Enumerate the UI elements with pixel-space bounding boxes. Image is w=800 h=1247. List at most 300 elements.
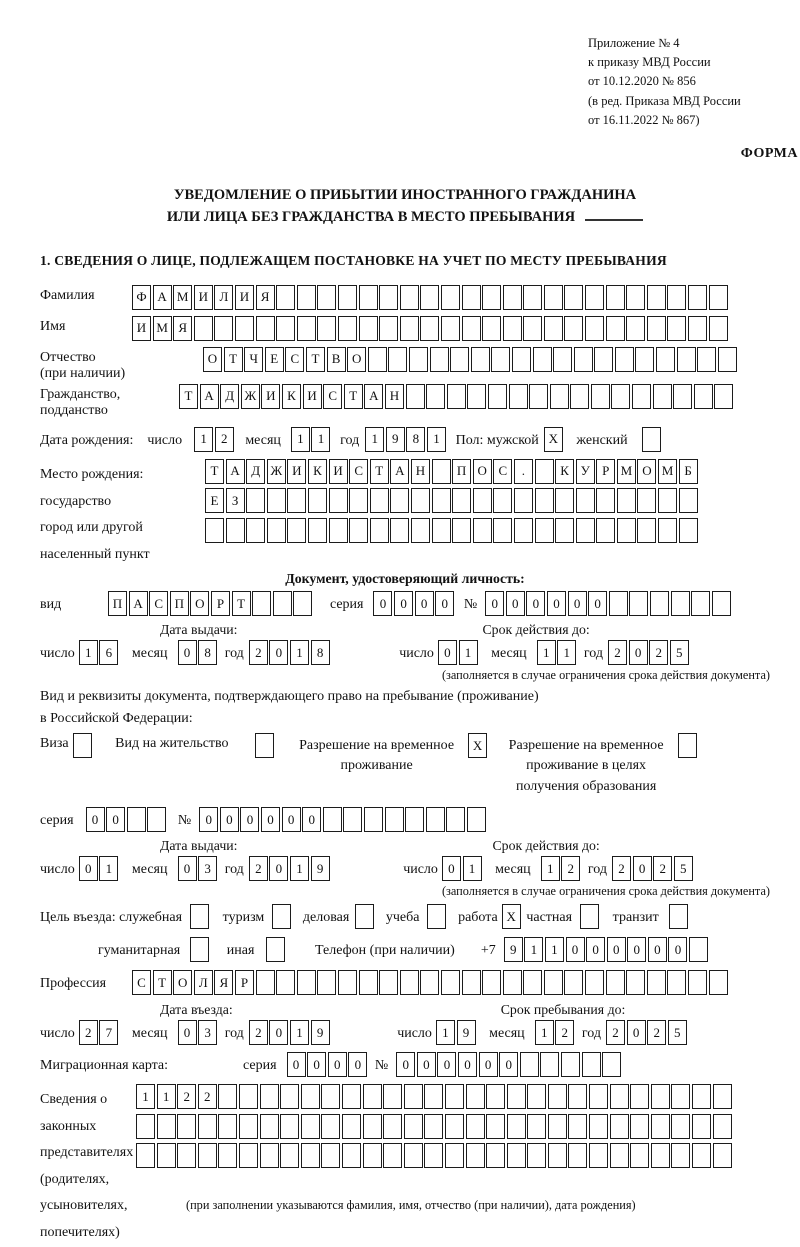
char-cell[interactable]: 1	[545, 937, 564, 962]
char-cell[interactable]	[523, 316, 542, 341]
char-cell[interactable]	[260, 1114, 279, 1139]
char-cell[interactable]	[580, 904, 599, 929]
char-cell[interactable]	[276, 285, 295, 310]
char-cell[interactable]: Н	[385, 384, 404, 409]
char-cell[interactable]	[342, 1114, 361, 1139]
char-cell[interactable]: 0	[106, 807, 125, 832]
doc-valid-day[interactable]	[438, 640, 479, 665]
char-cell[interactable]	[321, 1143, 340, 1168]
char-cell[interactable]	[239, 1143, 258, 1168]
char-cell[interactable]	[432, 488, 451, 513]
purpose-private-checkbox[interactable]	[580, 904, 601, 929]
char-cell[interactable]	[610, 1084, 629, 1109]
char-cell[interactable]: Я	[173, 316, 192, 341]
char-cell[interactable]	[692, 1084, 711, 1109]
char-cell[interactable]	[647, 285, 666, 310]
char-cell[interactable]	[446, 807, 465, 832]
char-cell[interactable]	[576, 518, 595, 543]
char-cell[interactable]	[404, 1143, 423, 1168]
char-cell[interactable]: Л	[214, 285, 233, 310]
char-cell[interactable]	[564, 285, 583, 310]
char-cell[interactable]	[430, 347, 449, 372]
char-cell[interactable]: О	[473, 459, 492, 484]
char-cell[interactable]	[493, 488, 512, 513]
char-cell[interactable]: 0	[499, 1052, 518, 1077]
char-cell[interactable]	[445, 1114, 464, 1139]
char-cell[interactable]	[363, 1084, 382, 1109]
char-cell[interactable]: 1	[79, 640, 98, 665]
char-cell[interactable]: 0	[261, 807, 280, 832]
char-cell[interactable]: 5	[668, 1020, 687, 1045]
char-cell[interactable]: Д	[246, 459, 265, 484]
char-cell[interactable]	[589, 1084, 608, 1109]
char-cell[interactable]: К	[308, 459, 327, 484]
char-cell[interactable]: М	[173, 285, 192, 310]
char-cell[interactable]	[338, 316, 357, 341]
char-cell[interactable]	[426, 384, 445, 409]
char-cell[interactable]	[615, 347, 634, 372]
char-cell[interactable]: 8	[311, 640, 330, 665]
residence-permit-checkbox[interactable]	[255, 733, 276, 758]
char-cell[interactable]: 0	[415, 591, 434, 616]
char-cell[interactable]: 1	[427, 427, 446, 452]
char-cell[interactable]	[411, 518, 430, 543]
char-cell[interactable]: 0	[269, 1020, 288, 1045]
char-cell[interactable]	[596, 518, 615, 543]
char-cell[interactable]	[688, 970, 707, 995]
char-cell[interactable]	[570, 384, 589, 409]
name-field[interactable]	[132, 316, 729, 341]
char-cell[interactable]	[585, 285, 604, 310]
char-cell[interactable]	[671, 591, 690, 616]
char-cell[interactable]: 3	[198, 856, 217, 881]
representatives-line2[interactable]	[136, 1114, 733, 1139]
char-cell[interactable]: 1	[290, 1020, 309, 1045]
char-cell[interactable]	[256, 316, 275, 341]
char-cell[interactable]	[280, 1114, 299, 1139]
char-cell[interactable]	[420, 970, 439, 995]
char-cell[interactable]	[426, 807, 445, 832]
char-cell[interactable]	[689, 937, 708, 962]
char-cell[interactable]	[491, 347, 510, 372]
purpose-business-checkbox[interactable]	[355, 904, 376, 929]
char-cell[interactable]	[349, 488, 368, 513]
char-cell[interactable]: 0	[485, 591, 504, 616]
char-cell[interactable]: 2	[249, 640, 268, 665]
permit-valid-day[interactable]	[442, 856, 483, 881]
char-cell[interactable]: О	[203, 347, 222, 372]
char-cell[interactable]: 2	[561, 856, 580, 881]
char-cell[interactable]	[239, 1114, 258, 1139]
char-cell[interactable]	[462, 970, 481, 995]
char-cell[interactable]: 2	[79, 1020, 98, 1045]
char-cell[interactable]: 9	[457, 1020, 476, 1045]
char-cell[interactable]	[713, 1084, 732, 1109]
char-cell[interactable]: 0	[307, 1052, 326, 1077]
char-cell[interactable]: А	[226, 459, 245, 484]
char-cell[interactable]	[493, 518, 512, 543]
char-cell[interactable]	[553, 347, 572, 372]
char-cell[interactable]	[136, 1114, 155, 1139]
char-cell[interactable]	[609, 591, 628, 616]
char-cell[interactable]: .	[514, 459, 533, 484]
char-cell[interactable]: 1	[157, 1084, 176, 1109]
char-cell[interactable]	[388, 347, 407, 372]
char-cell[interactable]: 7	[99, 1020, 118, 1045]
char-cell[interactable]: 1	[194, 427, 213, 452]
char-cell[interactable]: 0	[396, 1052, 415, 1077]
char-cell[interactable]	[321, 1084, 340, 1109]
char-cell[interactable]	[533, 347, 552, 372]
char-cell[interactable]: И	[132, 316, 151, 341]
char-cell[interactable]: Д	[220, 384, 239, 409]
char-cell[interactable]	[177, 1114, 196, 1139]
char-cell[interactable]	[214, 316, 233, 341]
char-cell[interactable]	[669, 904, 688, 929]
char-cell[interactable]	[321, 1114, 340, 1139]
char-cell[interactable]	[548, 1084, 567, 1109]
char-cell[interactable]: В	[327, 347, 346, 372]
char-cell[interactable]	[610, 1114, 629, 1139]
char-cell[interactable]	[656, 347, 675, 372]
char-cell[interactable]: 2	[612, 856, 631, 881]
char-cell[interactable]: Р	[596, 459, 615, 484]
char-cell[interactable]	[523, 970, 542, 995]
char-cell[interactable]: 0	[586, 937, 605, 962]
char-cell[interactable]	[507, 1114, 526, 1139]
char-cell[interactable]	[390, 518, 409, 543]
char-cell[interactable]	[235, 316, 254, 341]
char-cell[interactable]: 1	[136, 1084, 155, 1109]
char-cell[interactable]: Т	[370, 459, 389, 484]
char-cell[interactable]	[127, 807, 146, 832]
char-cell[interactable]: 8	[406, 427, 425, 452]
char-cell[interactable]	[602, 1052, 621, 1077]
char-cell[interactable]	[400, 970, 419, 995]
char-cell[interactable]: 1	[311, 427, 330, 452]
char-cell[interactable]: И	[261, 384, 280, 409]
doc-series-field[interactable]	[373, 591, 455, 616]
char-cell[interactable]	[488, 384, 507, 409]
birthplace-line2[interactable]	[205, 488, 699, 513]
char-cell[interactable]: 5	[670, 640, 689, 665]
char-cell[interactable]	[610, 1143, 629, 1168]
char-cell[interactable]: 0	[269, 640, 288, 665]
char-cell[interactable]	[582, 1052, 601, 1077]
char-cell[interactable]	[190, 904, 209, 929]
char-cell[interactable]: А	[364, 384, 383, 409]
char-cell[interactable]	[555, 518, 574, 543]
char-cell[interactable]: Т	[344, 384, 363, 409]
patronymic-field[interactable]	[203, 347, 738, 372]
char-cell[interactable]	[626, 970, 645, 995]
char-cell[interactable]	[653, 384, 672, 409]
doc-issue-month[interactable]	[178, 640, 219, 665]
char-cell[interactable]: 0	[437, 1052, 456, 1077]
char-cell[interactable]	[427, 904, 446, 929]
char-cell[interactable]	[73, 733, 92, 758]
char-cell[interactable]	[218, 1143, 237, 1168]
char-cell[interactable]: 1	[535, 1020, 554, 1045]
char-cell[interactable]	[473, 488, 492, 513]
char-cell[interactable]: 0	[547, 591, 566, 616]
phone-field[interactable]	[504, 937, 710, 962]
char-cell[interactable]	[355, 904, 374, 929]
char-cell[interactable]: Т	[153, 970, 172, 995]
char-cell[interactable]	[267, 488, 286, 513]
char-cell[interactable]: А	[390, 459, 409, 484]
char-cell[interactable]	[368, 347, 387, 372]
char-cell[interactable]	[626, 316, 645, 341]
char-cell[interactable]	[404, 1114, 423, 1139]
char-cell[interactable]: Ж	[241, 384, 260, 409]
char-cell[interactable]	[329, 518, 348, 543]
char-cell[interactable]	[359, 316, 378, 341]
char-cell[interactable]	[503, 316, 522, 341]
char-cell[interactable]: 0	[348, 1052, 367, 1077]
char-cell[interactable]	[370, 518, 389, 543]
char-cell[interactable]	[297, 970, 316, 995]
permit-issue-month[interactable]	[178, 856, 219, 881]
edu-permit-checkbox[interactable]	[678, 733, 699, 758]
char-cell[interactable]: 2	[647, 1020, 666, 1045]
char-cell[interactable]	[260, 1143, 279, 1168]
char-cell[interactable]	[404, 1084, 423, 1109]
char-cell[interactable]	[424, 1084, 443, 1109]
char-cell[interactable]	[466, 1143, 485, 1168]
char-cell[interactable]	[555, 488, 574, 513]
char-cell[interactable]	[548, 1114, 567, 1139]
char-cell[interactable]: 1	[290, 640, 309, 665]
entry-month[interactable]	[178, 1020, 219, 1045]
char-cell[interactable]	[441, 285, 460, 310]
char-cell[interactable]: 0	[588, 591, 607, 616]
char-cell[interactable]	[651, 1143, 670, 1168]
char-cell[interactable]: 0	[648, 937, 667, 962]
char-cell[interactable]	[712, 591, 731, 616]
char-cell[interactable]: 2	[198, 1084, 217, 1109]
char-cell[interactable]	[385, 807, 404, 832]
char-cell[interactable]: 0	[302, 807, 321, 832]
char-cell[interactable]: А	[129, 591, 148, 616]
char-cell[interactable]	[293, 591, 312, 616]
char-cell[interactable]	[338, 285, 357, 310]
char-cell[interactable]	[574, 347, 593, 372]
char-cell[interactable]: С	[149, 591, 168, 616]
char-cell[interactable]: 0	[178, 1020, 197, 1045]
char-cell[interactable]	[473, 518, 492, 543]
char-cell[interactable]: X	[544, 427, 563, 452]
char-cell[interactable]: 5	[674, 856, 693, 881]
char-cell[interactable]	[424, 1143, 443, 1168]
char-cell[interactable]: 1	[365, 427, 384, 452]
char-cell[interactable]	[383, 1084, 402, 1109]
char-cell[interactable]	[709, 316, 728, 341]
char-cell[interactable]: С	[132, 970, 151, 995]
char-cell[interactable]: А	[200, 384, 219, 409]
char-cell[interactable]: 9	[311, 856, 330, 881]
char-cell[interactable]	[308, 518, 327, 543]
char-cell[interactable]	[301, 1084, 320, 1109]
char-cell[interactable]	[677, 347, 696, 372]
sex-male-checkbox[interactable]	[544, 427, 565, 452]
char-cell[interactable]: С	[323, 384, 342, 409]
char-cell[interactable]	[576, 488, 595, 513]
char-cell[interactable]: Р	[211, 591, 230, 616]
char-cell[interactable]: 0	[178, 856, 197, 881]
char-cell[interactable]: П	[452, 459, 471, 484]
char-cell[interactable]: 0	[86, 807, 105, 832]
char-cell[interactable]	[420, 285, 439, 310]
char-cell[interactable]	[280, 1143, 299, 1168]
char-cell[interactable]: X	[502, 904, 521, 929]
char-cell[interactable]	[482, 970, 501, 995]
char-cell[interactable]: С	[285, 347, 304, 372]
char-cell[interactable]: 0	[506, 591, 525, 616]
char-cell[interactable]: 1	[537, 640, 556, 665]
char-cell[interactable]	[450, 347, 469, 372]
char-cell[interactable]	[301, 1143, 320, 1168]
char-cell[interactable]	[514, 518, 533, 543]
permit-issue-year[interactable]	[249, 856, 331, 881]
char-cell[interactable]	[471, 347, 490, 372]
char-cell[interactable]	[658, 488, 677, 513]
char-cell[interactable]	[512, 347, 531, 372]
char-cell[interactable]: 0	[394, 591, 413, 616]
char-cell[interactable]	[667, 285, 686, 310]
char-cell[interactable]: Р	[235, 970, 254, 995]
char-cell[interactable]: 0	[328, 1052, 347, 1077]
char-cell[interactable]: Л	[194, 970, 213, 995]
char-cell[interactable]: М	[658, 459, 677, 484]
char-cell[interactable]: Т	[179, 384, 198, 409]
permit-valid-month[interactable]	[541, 856, 582, 881]
char-cell[interactable]	[650, 591, 669, 616]
char-cell[interactable]: 2	[215, 427, 234, 452]
char-cell[interactable]	[364, 807, 383, 832]
char-cell[interactable]	[482, 316, 501, 341]
char-cell[interactable]	[507, 1084, 526, 1109]
char-cell[interactable]: 0	[373, 591, 392, 616]
char-cell[interactable]	[596, 488, 615, 513]
birthplace-line1[interactable]	[205, 459, 699, 484]
char-cell[interactable]: Я	[214, 970, 233, 995]
char-cell[interactable]	[591, 384, 610, 409]
char-cell[interactable]	[709, 970, 728, 995]
char-cell[interactable]	[714, 384, 733, 409]
char-cell[interactable]	[445, 1143, 464, 1168]
char-cell[interactable]	[486, 1114, 505, 1139]
char-cell[interactable]: 3	[198, 1020, 217, 1045]
char-cell[interactable]	[697, 347, 716, 372]
char-cell[interactable]	[637, 518, 656, 543]
char-cell[interactable]	[349, 518, 368, 543]
char-cell[interactable]	[266, 937, 285, 962]
char-cell[interactable]	[445, 1084, 464, 1109]
char-cell[interactable]	[568, 1084, 587, 1109]
char-cell[interactable]	[467, 807, 486, 832]
char-cell[interactable]: 1	[436, 1020, 455, 1045]
purpose-work-checkbox[interactable]	[502, 904, 523, 929]
char-cell[interactable]: 0	[629, 640, 648, 665]
purpose-other-checkbox[interactable]	[266, 937, 287, 962]
char-cell[interactable]	[239, 1084, 258, 1109]
char-cell[interactable]: Е	[265, 347, 284, 372]
char-cell[interactable]	[679, 488, 698, 513]
char-cell[interactable]	[503, 970, 522, 995]
char-cell[interactable]	[462, 285, 481, 310]
char-cell[interactable]: 9	[386, 427, 405, 452]
char-cell[interactable]: 0	[568, 591, 587, 616]
char-cell[interactable]: И	[329, 459, 348, 484]
char-cell[interactable]	[363, 1143, 382, 1168]
char-cell[interactable]: У	[576, 459, 595, 484]
purpose-transit-checkbox[interactable]	[669, 904, 690, 929]
char-cell[interactable]: З	[226, 488, 245, 513]
doc-valid-year[interactable]	[608, 640, 690, 665]
char-cell[interactable]	[370, 488, 389, 513]
char-cell[interactable]: 0	[282, 807, 301, 832]
char-cell[interactable]	[647, 970, 666, 995]
char-cell[interactable]	[630, 1143, 649, 1168]
char-cell[interactable]: X	[468, 733, 487, 758]
char-cell[interactable]	[671, 1114, 690, 1139]
char-cell[interactable]	[482, 285, 501, 310]
char-cell[interactable]: Я	[256, 285, 275, 310]
char-cell[interactable]	[452, 488, 471, 513]
char-cell[interactable]	[136, 1143, 155, 1168]
char-cell[interactable]: М	[153, 316, 172, 341]
char-cell[interactable]: Ф	[132, 285, 151, 310]
temp-permit-checkbox[interactable]	[468, 733, 489, 758]
char-cell[interactable]: К	[555, 459, 574, 484]
char-cell[interactable]	[452, 518, 471, 543]
char-cell[interactable]: 1	[459, 640, 478, 665]
char-cell[interactable]: И	[194, 285, 213, 310]
char-cell[interactable]	[589, 1114, 608, 1139]
char-cell[interactable]	[323, 807, 342, 832]
birthplace-line3[interactable]	[205, 518, 699, 543]
char-cell[interactable]	[342, 1143, 361, 1168]
char-cell[interactable]	[630, 1114, 649, 1139]
char-cell[interactable]	[673, 384, 692, 409]
representatives-line3[interactable]	[136, 1143, 733, 1168]
char-cell[interactable]	[535, 518, 554, 543]
char-cell[interactable]: 0	[199, 807, 218, 832]
char-cell[interactable]	[535, 459, 554, 484]
char-cell[interactable]: Ч	[244, 347, 263, 372]
char-cell[interactable]: 0	[442, 856, 461, 881]
char-cell[interactable]	[550, 384, 569, 409]
mig-series-field[interactable]	[287, 1052, 369, 1077]
char-cell[interactable]: С	[493, 459, 512, 484]
citizenship-field[interactable]	[179, 384, 735, 409]
char-cell[interactable]: Н	[411, 459, 430, 484]
char-cell[interactable]: 2	[249, 1020, 268, 1045]
char-cell[interactable]	[629, 591, 648, 616]
char-cell[interactable]	[218, 1084, 237, 1109]
char-cell[interactable]: 2	[177, 1084, 196, 1109]
entry-year[interactable]	[249, 1020, 331, 1045]
char-cell[interactable]: 2	[555, 1020, 574, 1045]
char-cell[interactable]	[301, 1114, 320, 1139]
char-cell[interactable]	[630, 1084, 649, 1109]
char-cell[interactable]: О	[190, 591, 209, 616]
char-cell[interactable]	[611, 384, 630, 409]
purpose-official-checkbox[interactable]	[190, 904, 211, 929]
permit-issue-day[interactable]	[79, 856, 120, 881]
char-cell[interactable]	[520, 1052, 539, 1077]
